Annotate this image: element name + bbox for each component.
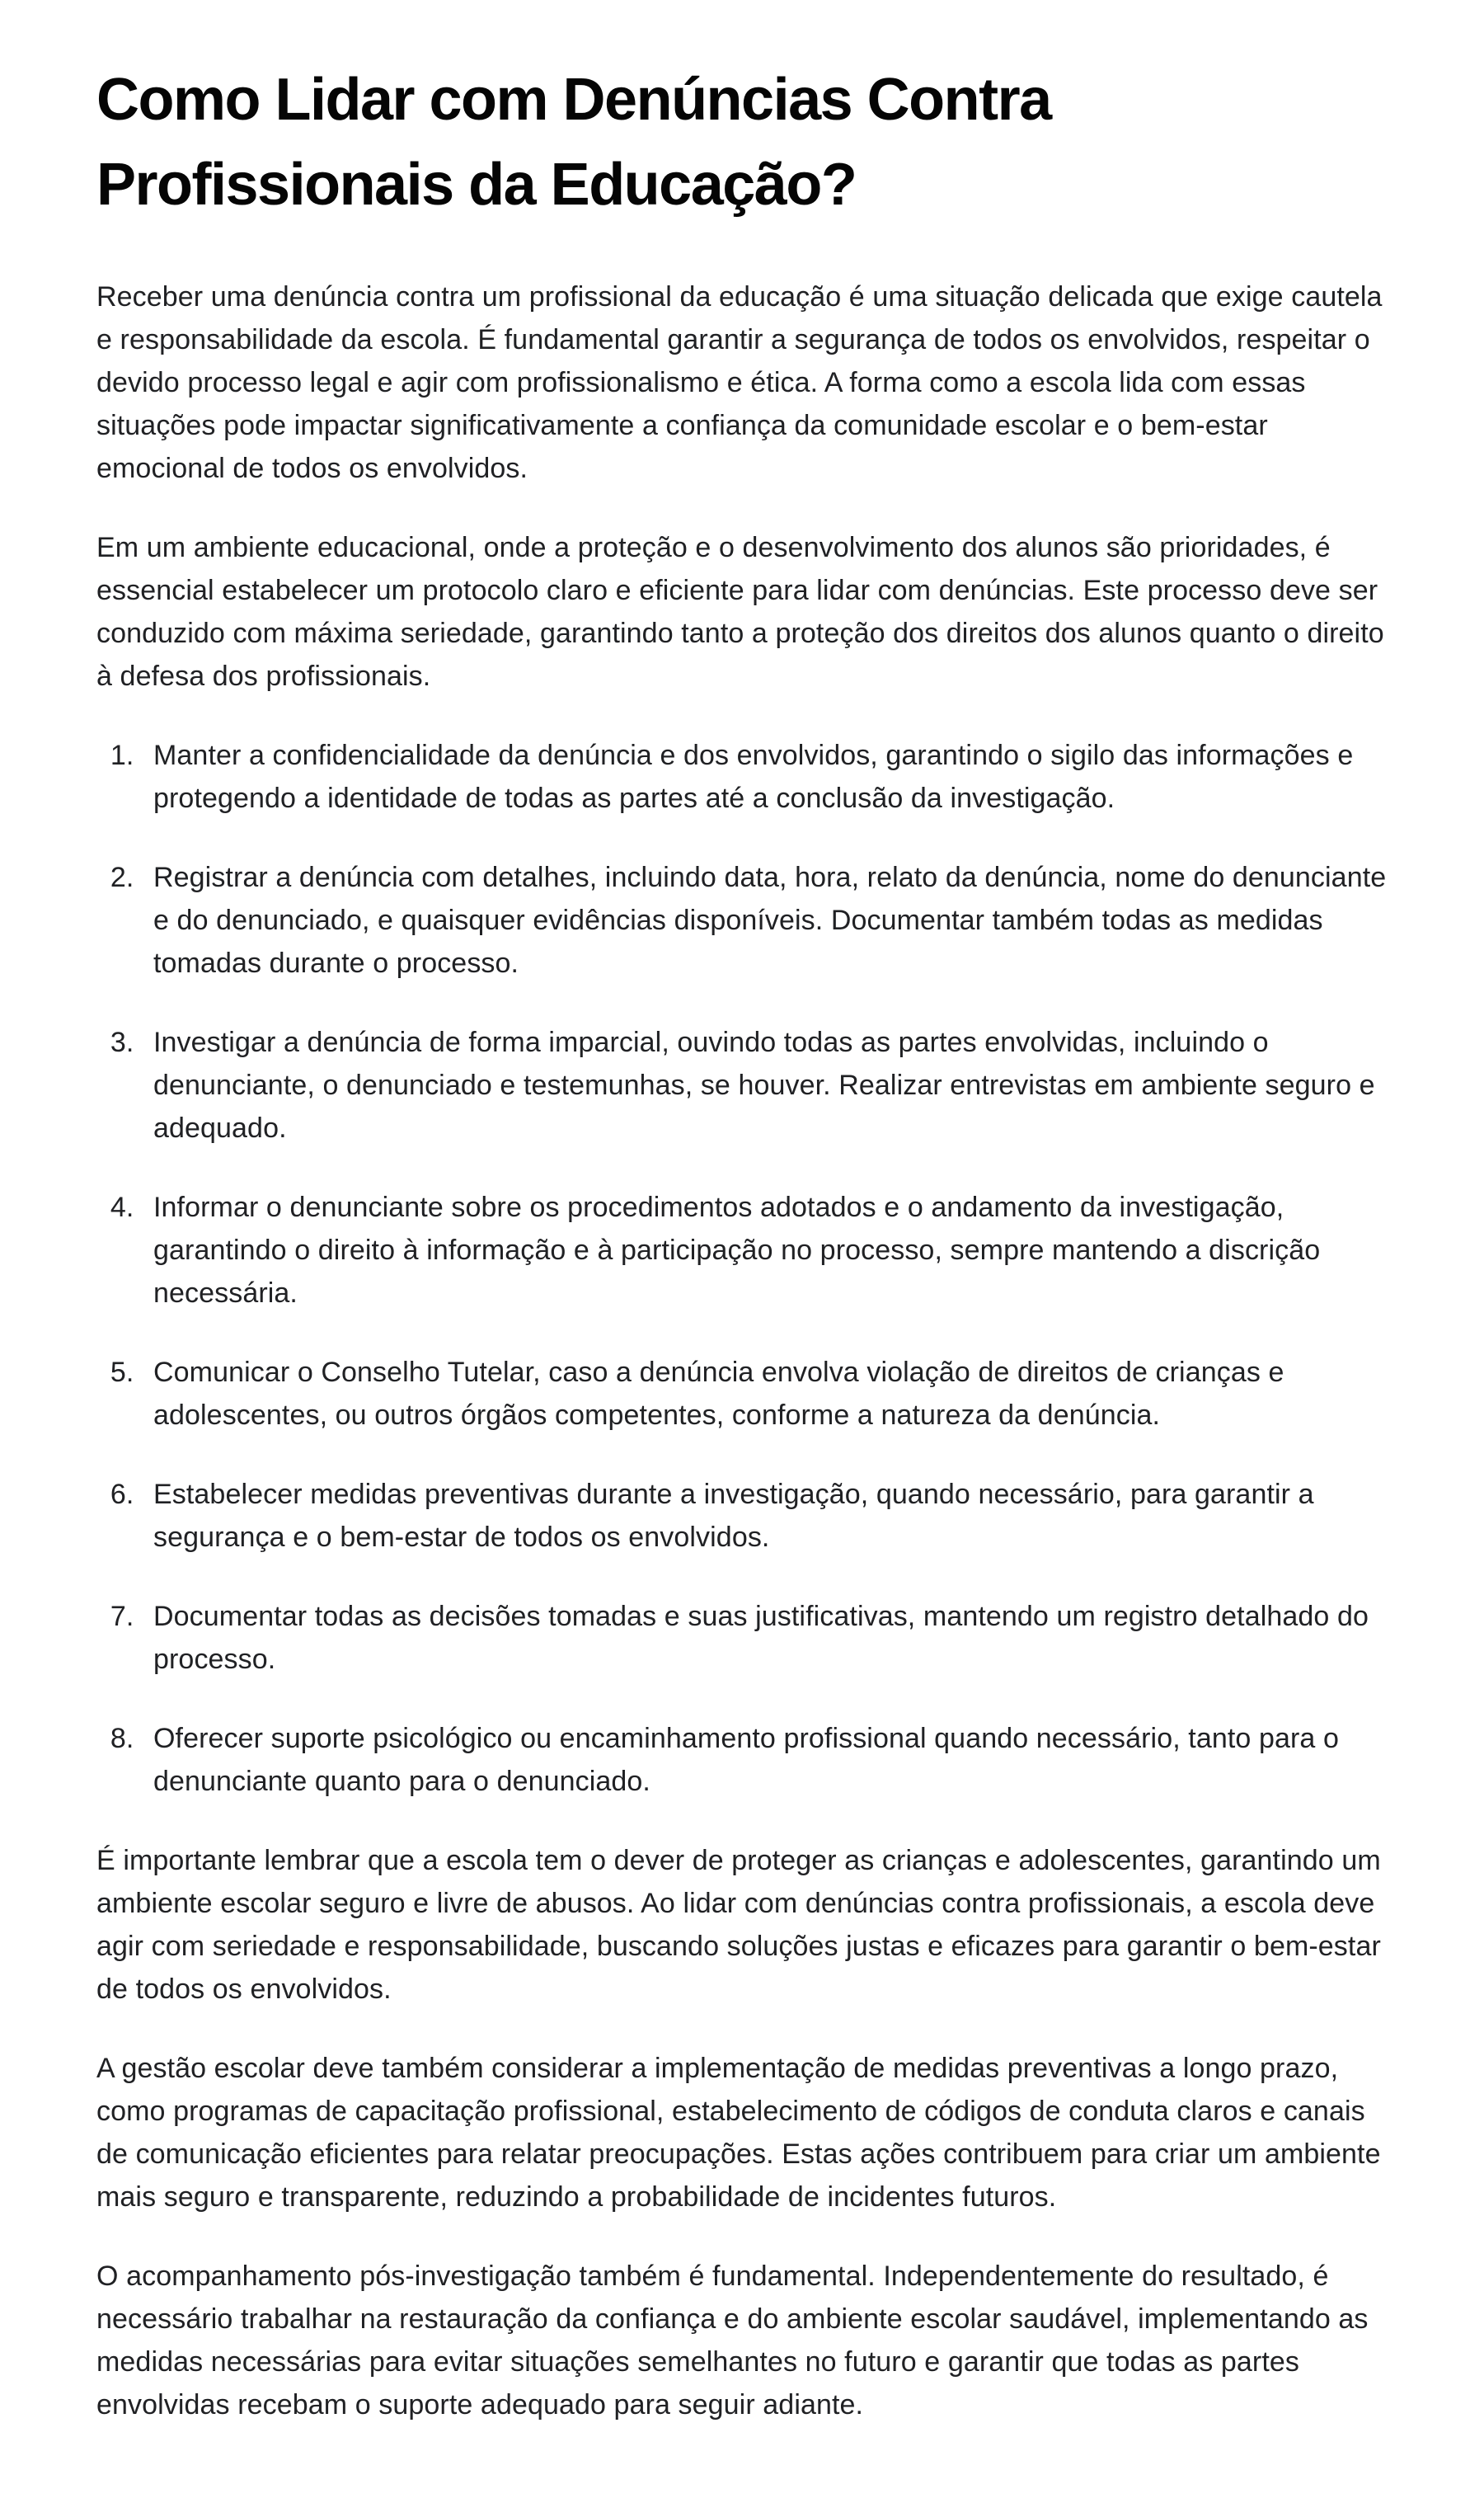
closing-paragraph-3: O acompanhamento pós-investigação também é fundamental. Independentemente do resultado, é necessário trabalhar na restauração da confiança e do ambiente escolar saudável, implementando as medidas necessárias para evitar situações semelhantes no futuro e garantir que todas as partes envolvidas recebam o suporte adequado para seguir adiante.: [96, 2261, 1369, 2421]
page-title: Como Lidar com Denúncias Contra Profissionais da Educação?: [96, 67, 1051, 218]
step-item-4: 4. Informar o denunciante sobre os procedimentos adotados e o andamento da investigação, garantindo o direito à informação e à participação no processo, sempre mantendo a discrição necessária.: [142, 1186, 1387, 1315]
step-item-6: 6. Estabelecer medidas preventivas durante a investigação, quando necessário, para garantir a segurança e o bem-estar de todos os envolvidos.: [142, 1473, 1387, 1559]
steps-list: [96, 734, 1387, 1803]
step-item-1: 1. Manter a confidencialidade da denúncia e dos envolvidos, garantindo o sigilo das informações e protegendo a identidade de todas as partes até a conclusão da investigação.: [142, 734, 1387, 820]
closing-paragraph-2: A gestão escolar deve também considerar a implementação de medidas preventivas a longo prazo, como programas de capacitação profissional, estabelecimento de códigos de conduta claros e canais de comunicação eficientes para relatar preocupações. Estas ações contribuem para criar um ambiente mais seguro e transparente, reduzindo a probabilidade de incidentes futuros.: [96, 2053, 1381, 2213]
intro-paragraph-2: Em um ambiente educacional, onde a proteção e o desenvolvimento dos alunos são prioridades, é essencial estabelecer um protocolo claro e eficiente para lidar com denúncias. Este processo deve ser conduzido com máxima seriedade, garantindo tanto a proteção dos direitos dos alunos quanto o direito à defesa dos profissionais.: [96, 532, 1384, 692]
step-item-3: 3. Investigar a denúncia de forma imparcial, ouvindo todas as partes envolvidas, incluindo o denunciante, o denunciado e testemunhas, se houver. Realizar entrevistas em ambiente seguro e adequado.: [142, 1021, 1387, 1150]
step-item-2: 2. Registrar a denúncia com detalhes, incluindo data, hora, relato da denúncia, nome do denunciante e do denunciado, e quaisquer evidências disponíveis. Documentar também todas as medidas tomadas durante o processo.: [142, 856, 1387, 985]
step-item-7: 7. Documentar todas as decisões tomadas e suas justificativas, mantendo um registro detalhado do processo.: [142, 1595, 1387, 1681]
intro-paragraph-1: Receber uma denúncia contra um profissional da educação é uma situação delicada que exige cautela e responsabilidade da escola. É fundamental garantir a segurança de todos os envolvidos, respeitar o devido processo legal e agir com profissionalismo e ética. A forma como a escola lida com essas situações pode impactar significativamente a confiança da comunidade escolar e o bem-estar emocional de todos os envolvidos.: [96, 281, 1383, 484]
closing-paragraph-1: É importante lembrar que a escola tem o dever de proteger as crianças e adolescentes, garantindo um ambiente escolar seguro e livre de abusos. Ao lidar com denúncias contra profissionais, a escola deve agir com seriedade e responsabilidade, buscando soluções justas e eficazes para garantir o bem-estar de todos os envolvidos.: [96, 1845, 1381, 2005]
step-item-8: 8. Oferecer suporte psicológico ou encaminhamento profissional quando necessário, tanto para o denunciante quanto para o denunciado.: [142, 1717, 1387, 1803]
step-item-5: 5. Comunicar o Conselho Tutelar, caso a denúncia envolva violação de direitos de crianças e adolescentes, ou outros órgãos competentes, conforme a natureza da denúncia.: [142, 1351, 1387, 1437]
